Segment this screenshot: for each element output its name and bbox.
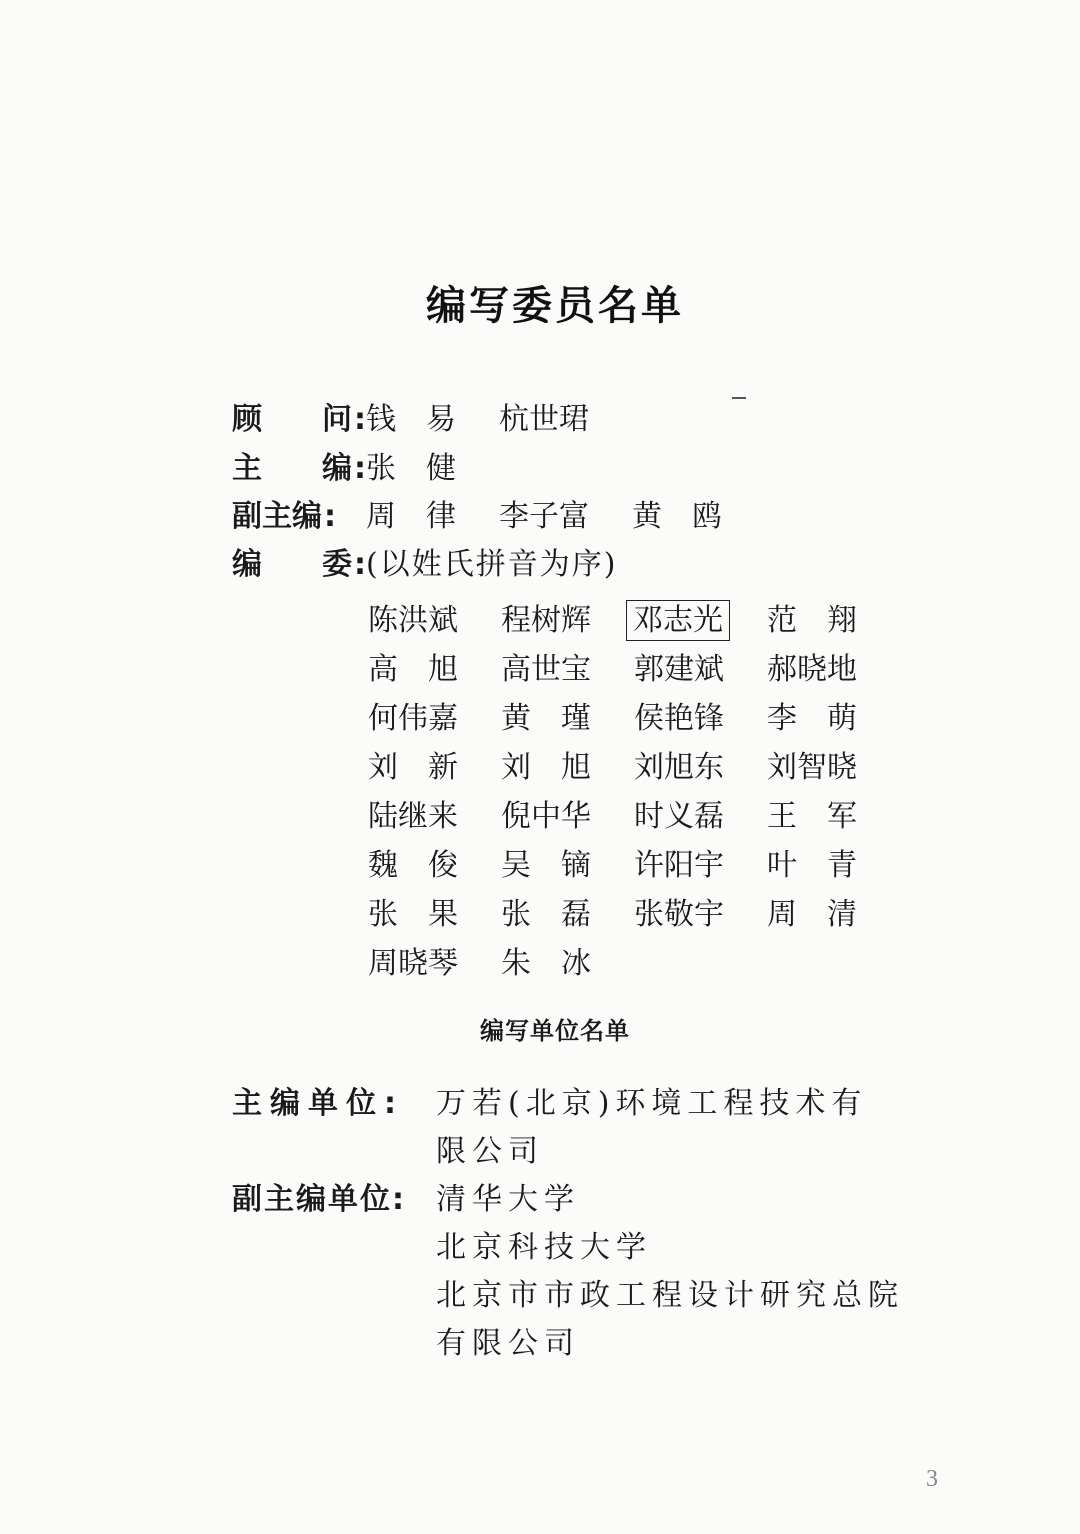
page-title: 编写委员名单 <box>426 283 684 329</box>
advisor-name: 钱 易 <box>366 402 456 437</box>
member-name: 陆继来 <box>368 798 458 834</box>
committee-grid-row <box>368 935 900 984</box>
committee-grid-row <box>368 837 900 886</box>
member-name: 叶 青 <box>767 847 857 883</box>
deputy-editor-name: 周 律 <box>366 499 456 534</box>
committee-grid-row <box>368 592 900 641</box>
chief-unit-label: 主编单位: <box>232 1086 404 1121</box>
member-name: 刘 新 <box>368 749 458 785</box>
chief-editor-name: 张 健 <box>366 451 456 486</box>
committee-row <box>232 539 617 583</box>
member-name: 王 军 <box>767 798 857 834</box>
deputy-unit-line: 有限公司 <box>436 1326 580 1361</box>
stray-mark <box>732 397 746 399</box>
member-name: 张 果 <box>368 896 458 932</box>
member-name: 范 翔 <box>767 602 857 638</box>
member-name: 吴 镝 <box>501 847 591 883</box>
member-name: 程树辉 <box>501 602 591 638</box>
deputy-unit-line: 北京市市政工程设计研究总院 <box>436 1278 904 1313</box>
deputy-editor-name: 黄 鸥 <box>632 499 722 534</box>
member-name: 高世宝 <box>501 651 591 687</box>
member-name: 李 萌 <box>767 700 857 736</box>
member-name: 刘智晓 <box>767 749 857 785</box>
deputy-unit-line: 清华大学 <box>436 1182 580 1217</box>
page-number: 3 <box>926 1466 938 1492</box>
member-name: 郝晓地 <box>767 651 857 687</box>
member-name: 魏 俊 <box>368 847 458 883</box>
committee-label: 编 委: <box>232 547 366 582</box>
chief-unit-line: 万若(北京)环境工程技术有 <box>436 1086 868 1121</box>
deputy-editor-name: 李子富 <box>499 499 589 534</box>
member-name: 许阳宇 <box>634 847 724 883</box>
member-name-highlighted <box>634 595 767 639</box>
chief-editor-row <box>232 443 499 487</box>
chief-unit-line: 限公司 <box>436 1134 544 1169</box>
member-name: 侯艳锋 <box>634 700 724 736</box>
member-name: 何伟嘉 <box>368 700 458 736</box>
member-name: 张敬宇 <box>634 896 724 932</box>
advisor-row <box>232 394 632 438</box>
deputy-editor-label: 副主编: <box>232 499 336 534</box>
committee-grid-row <box>368 739 900 788</box>
committee-grid-row <box>368 788 900 837</box>
member-name: 时义磊 <box>634 798 724 834</box>
member-name: 朱 冰 <box>501 945 591 981</box>
committee-grid-row <box>368 641 900 690</box>
committee-note: (以姓氏拼音为序) <box>366 547 618 582</box>
committee-grid-row <box>368 690 900 739</box>
advisor-name: 杭世珺 <box>499 402 589 437</box>
member-name: 张 磊 <box>501 896 591 932</box>
committee-grid <box>368 592 900 984</box>
member-name: 黄 瑾 <box>501 700 591 736</box>
advisor-label: 顾 问: <box>232 402 366 437</box>
committee-grid-row <box>368 886 900 935</box>
member-name: 陈洪斌 <box>368 602 458 638</box>
member-name: 高 旭 <box>368 651 458 687</box>
deputy-editor-row <box>232 491 765 535</box>
highlight-box: 邓志光 <box>626 600 730 641</box>
deputy-unit-label: 副主编单位: <box>232 1182 406 1217</box>
member-name: 刘 旭 <box>501 749 591 785</box>
member-name: 郭建斌 <box>634 651 724 687</box>
chief-editor-label: 主 编: <box>232 451 366 486</box>
member-name: 周 清 <box>767 896 857 932</box>
member-name: 刘旭东 <box>634 749 724 785</box>
deputy-unit-line: 北京科技大学 <box>436 1230 652 1265</box>
units-title: 编写单位名单 <box>480 1017 630 1045</box>
member-name: 倪中华 <box>501 798 591 834</box>
member-name: 周晓琴 <box>368 945 458 981</box>
